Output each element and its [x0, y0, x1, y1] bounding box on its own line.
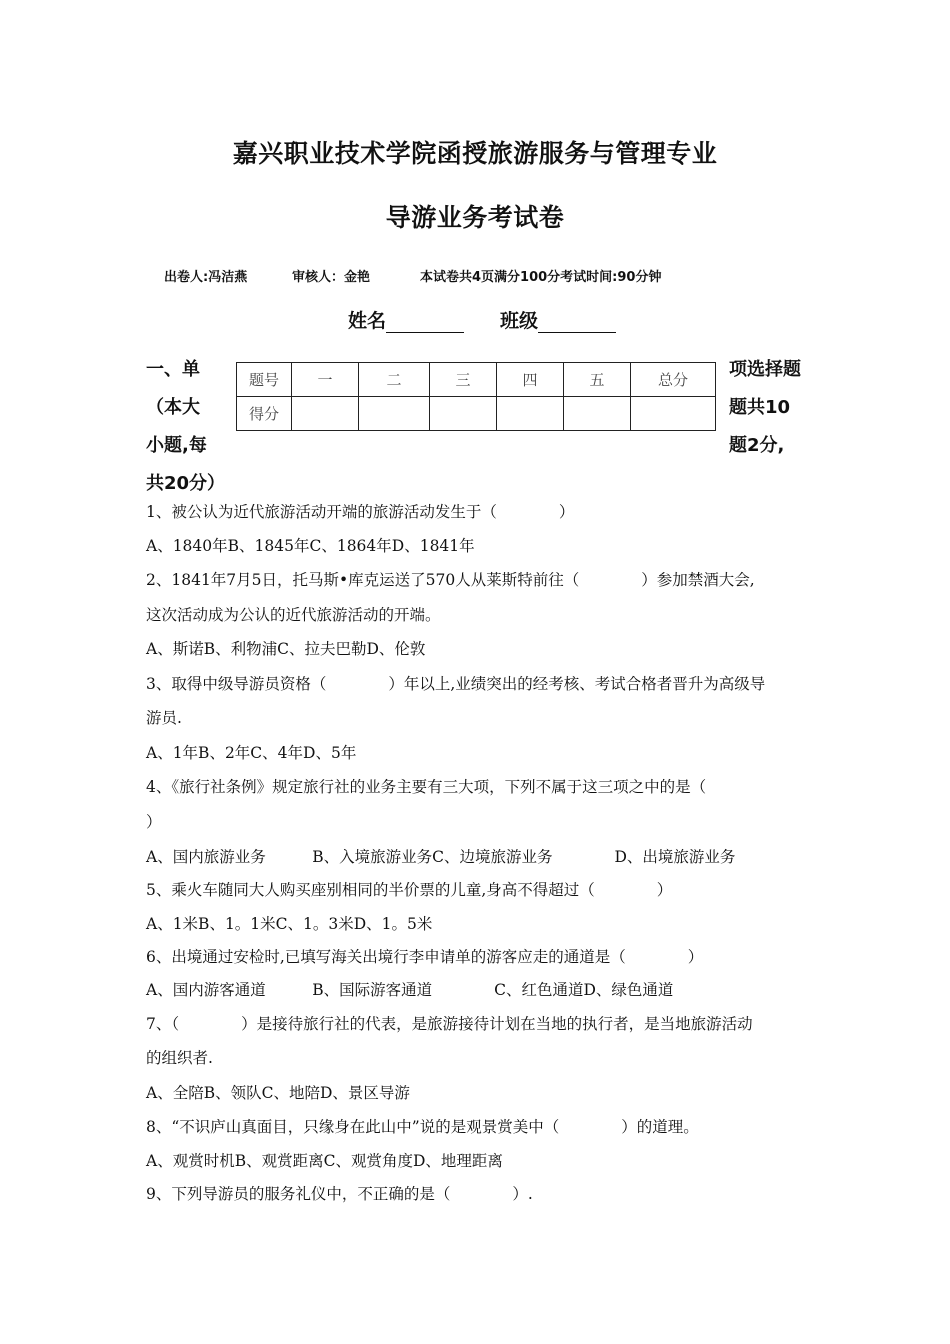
score-header-cell: 五 [564, 363, 631, 397]
score-header-cell: 题号 [237, 363, 292, 397]
section-heading-right-3: 题2分, [729, 435, 785, 456]
class-blank[interactable] [538, 312, 616, 333]
section-heading-left-4: 共20分） [146, 473, 226, 494]
question-line: 4、《旅行社条例》规定旅行社的业务主要有三大项，下列不属于这三项之中的是（ [146, 778, 707, 796]
question-line: 1、被公认为近代旅游活动开端的旅游活动发生于（ ） [146, 503, 575, 521]
score-header-cell: 二 [359, 363, 430, 397]
question-line: A、斯诺B、利物浦C、拉夫巴勒D、伦敦 [146, 640, 426, 658]
question-line: 6、出境通过安检时,已填写海关出境行李申请单的游客应走的通道是（ ） [146, 948, 704, 966]
question-line: 的组织者. [146, 1049, 213, 1067]
question-line: 8、“不识庐山真面目，只缘身在此山中”说的是观景赏美中（ ）的道理。 [146, 1118, 699, 1136]
question-line: 游员. [146, 709, 182, 727]
question-line: 这次活动成为公认的近代旅游活动的开端。 [146, 606, 441, 624]
score-table [236, 362, 716, 431]
score-table-header-row [237, 363, 716, 397]
name-label: 姓名 [348, 310, 387, 332]
section-heading-left-2: （本大 [146, 397, 200, 418]
question-line: 7、（ ）是接待旅行社的代表，是旅游接待计划在当地的执行者，是当地旅游活动 [146, 1015, 753, 1033]
section-heading-left-3: 小题,每 [146, 435, 207, 456]
score-cell[interactable] [497, 397, 564, 431]
score-table-score-row [237, 397, 716, 431]
reviewer-text: 审核人：金艳 [292, 270, 371, 285]
question-line: 9、下列导游员的服务礼仪中，不正确的是（ ）. [146, 1185, 533, 1203]
class-label: 班级 [500, 310, 539, 332]
exam-meta [164, 266, 661, 285]
section-heading-right-1: 项选择题 [729, 359, 801, 380]
question-line: A、观赏时机B、观赏距离C、观赏角度D、地理距离 [146, 1152, 503, 1170]
score-cell[interactable] [631, 397, 716, 431]
score-header-cell: 三 [430, 363, 497, 397]
section-heading-left-1: 一、单 [146, 359, 200, 380]
score-row-label: 得分 [237, 397, 292, 431]
score-cell[interactable] [292, 397, 359, 431]
page-title: 嘉兴职业技术学院函授旅游服务与管理专业 [232, 139, 718, 168]
score-header-cell: 总分 [631, 363, 716, 397]
question-line: A、国内游客通道 B、国际游客通道 C、红色通道D、绿色通道 [146, 981, 674, 999]
question-line: A、1米B、1。1米C、1。3米D、1。5米 [146, 915, 433, 933]
question-line: 3、取得中级导游员资格（ ）年以上,业绩突出的经考核、考试合格者晋升为高级导 [146, 675, 766, 693]
section-heading-right-2: 题共10 [729, 397, 791, 418]
author-text: 出卷人:冯洁燕 [164, 270, 248, 285]
score-cell[interactable] [359, 397, 430, 431]
page-subtitle: 导游业务考试卷 [385, 203, 565, 232]
question-line: A、全陪B、领队C、地陪D、景区导游 [146, 1084, 410, 1102]
score-cell[interactable] [564, 397, 631, 431]
name-blank[interactable] [386, 312, 464, 333]
question-line: 5、乘火车随同大人购买座别相同的半价票的儿童,身高不得超过（ ） [146, 881, 673, 899]
score-header-cell: 四 [497, 363, 564, 397]
question-line: A、国内旅游业务 B、入境旅游业务C、边境旅游业务 D、出境旅游业务 [146, 848, 736, 866]
question-line: 2、1841年7月5日，托马斯•库克运送了570人从莱斯特前往（ ）参加禁酒大会, [146, 571, 755, 589]
score-header-cell: 一 [292, 363, 359, 397]
score-cell[interactable] [430, 397, 497, 431]
name-class-line [348, 306, 616, 333]
question-line: A、1年B、2年C、4年D、5年 [146, 744, 357, 762]
exam-info-text: 本试卷共4页满分100分考试时间:90分钟 [420, 270, 662, 285]
question-line: ） [146, 813, 162, 831]
question-line: A、1840年B、1845年C、1864年D、1841年 [146, 537, 475, 555]
